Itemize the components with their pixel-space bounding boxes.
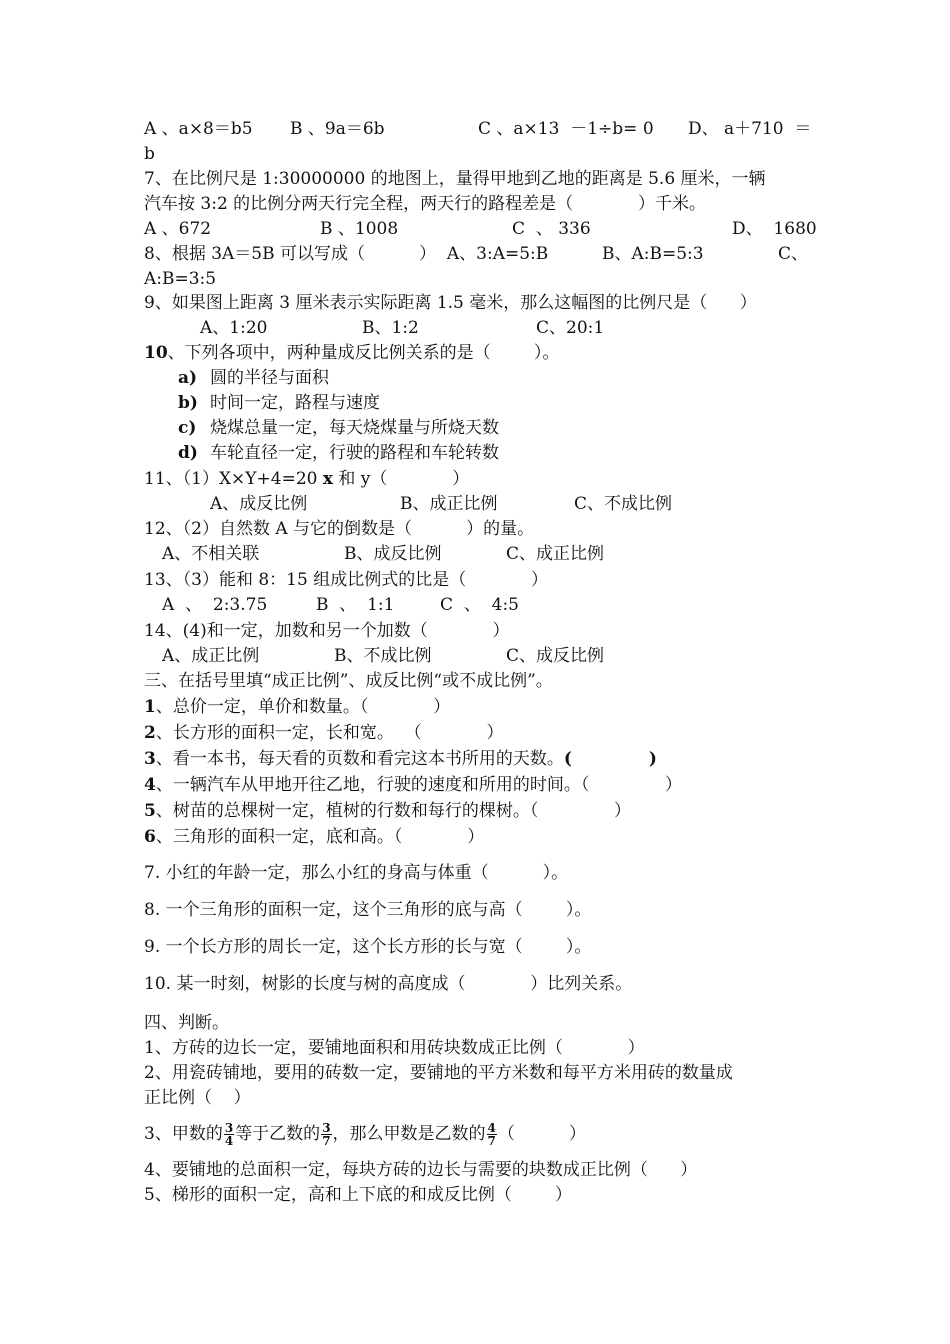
- section-4-title: 四、判断。: [144, 1013, 229, 1033]
- question-10-number: 10: [144, 343, 168, 363]
- q6-option-a: A 、a×8＝b5: [144, 119, 253, 139]
- q12-option-c: C、成正比例: [506, 544, 605, 564]
- judge-item-3-part-3: ，那么甲数是乙数的: [332, 1124, 486, 1144]
- fraction-4-7-numerator: 4: [487, 1121, 496, 1135]
- judge-item-3: [144, 1122, 586, 1147]
- q9-option-b: B、1:2: [362, 318, 419, 338]
- question-8-line-1: 8、根据 3A＝5B 可以写成（ ） A、3:A=5:B: [144, 244, 549, 264]
- judge-item-5: 5、梯形的面积一定，高和上下底的和成反比例（ ）: [144, 1185, 573, 1205]
- section-3-item-2-number: 2: [144, 723, 156, 743]
- judge-item-3-part-2: 等于乙数的: [235, 1124, 321, 1144]
- question-14: 14、(4)和一定，加数和另一个加数（ ）: [144, 621, 510, 641]
- section-3-item-5-text: 、树苗的总棵树一定，植树的行数和每行的棵树。（ ）: [155, 801, 631, 821]
- section-3-item-1-number: 1: [144, 697, 156, 717]
- question-13: 13、（3）能和 8：15 组成比例式的比是（ ）: [144, 570, 549, 590]
- q11-option-b: B、成正比例: [400, 494, 498, 514]
- q13-option-b: B 、 1:1: [316, 595, 395, 615]
- section-3-item-3: [144, 748, 657, 770]
- section-3-item-4-number: 4: [144, 775, 156, 795]
- q8-option-b: B、A:B=5:3: [602, 244, 704, 264]
- q10-item-c-text: 烧煤总量一定，每天烧煤量与所烧天数: [210, 418, 499, 438]
- q7-option-d: D、 1680: [732, 219, 817, 239]
- section-3-item-4-text: 、一辆汽车从甲地开往乙地，行驶的速度和所用的时间。（ ）: [155, 775, 682, 795]
- section-3-item-5-number: 5: [144, 801, 156, 821]
- q14-option-c: C、成反比例: [506, 646, 605, 666]
- question-10-text: 、下列各项中，两种量成反比例关系的是（ ）。: [167, 343, 560, 363]
- q10-item-d-text: 车轮直径一定，行驶的路程和车轮转数: [210, 443, 499, 463]
- q10-item-a-text: 圆的半径与面积: [210, 368, 329, 388]
- question-11: [144, 468, 469, 490]
- fraction-4-7: [487, 1122, 497, 1147]
- section-3-item-3-text: 、看一本书，每天看的页数和看完这本书所用的天数。: [155, 749, 564, 769]
- section-3-item-3-blank: ( ): [563, 749, 657, 769]
- judge-item-3-part-4: （ ）: [497, 1124, 586, 1144]
- section-3-item-6-text: 、三角形的面积一定，底和高。（ ）: [155, 827, 485, 847]
- question-12: 12、（2）自然数 A 与它的倒数是（ ）的量。: [144, 519, 535, 539]
- q11-option-c: C、不成比例: [574, 494, 673, 514]
- section-3-extra-7: 7. 小红的年龄一定，那么小红的身高与体重（ ）。: [144, 863, 569, 883]
- q9-option-c: C、20:1: [536, 318, 605, 338]
- q13-option-a: A 、 2:3.75: [162, 595, 268, 615]
- q14-option-a: A、成正比例: [162, 646, 260, 666]
- q10-item-b-label: b): [178, 393, 198, 413]
- q6-option-b: B 、9a＝6b: [290, 119, 385, 139]
- question-7-line-1: 7、在比例尺是 1:30000000 的地图上，量得甲地到乙地的距离是 5.6 厘米，一辆: [144, 169, 766, 189]
- judge-item-2-line-1: 2、用瓷砖铺地，要用的砖数一定，要铺地的平方米数和每平方米用砖的数量成: [144, 1063, 733, 1083]
- section-3-item-4: [144, 774, 682, 796]
- fraction-3-7-denominator: 7: [322, 1134, 331, 1148]
- fraction-4-7-denominator: 7: [487, 1134, 496, 1148]
- question-10: [144, 342, 559, 364]
- q10-item-d-label: d): [178, 443, 198, 463]
- section-3-item-2: [144, 722, 504, 744]
- question-8-line-2: A:B=3:5: [144, 269, 217, 289]
- q12-option-a: A、不相关联: [162, 544, 260, 564]
- judge-item-2-line-2: 正比例（ ）: [144, 1088, 251, 1108]
- section-3-title: 三、在括号里填“成正比例”、成反比例“或不成比例”。: [144, 671, 553, 691]
- question-11-post: 和 y（ ）: [333, 469, 470, 489]
- question-9: 9、如果图上距离 3 厘米表示实际距离 1.5 毫米，那么这幅图的比例尺是（ ）: [144, 293, 757, 313]
- section-3-extra-10: 10. 某一时刻，树影的长度与树的高度成（ ）比列关系。: [144, 974, 633, 994]
- q7-option-a: A 、672: [144, 219, 212, 239]
- q6-option-d-continued: b: [144, 144, 155, 164]
- section-3-item-1-text: 、总价一定，单价和数量。（ ）: [155, 697, 451, 717]
- section-3-item-3-number: 3: [144, 749, 156, 769]
- q11-option-a: A、成反比例: [210, 494, 308, 514]
- q10-item-b-text: 时间一定，路程与速度: [210, 393, 380, 413]
- q14-option-b: B、不成比例: [334, 646, 432, 666]
- q6-option-c: C 、a×13 －1÷b= 0: [478, 119, 654, 139]
- q8-option-c: C、: [778, 244, 809, 264]
- section-3-item-6-number: 6: [144, 827, 156, 847]
- question-11-x: x: [322, 469, 333, 489]
- section-3-extra-8: 8. 一个三角形的面积一定，这个三角形的底与高（ ）。: [144, 900, 592, 920]
- q9-option-a: A、1:20: [200, 318, 268, 338]
- q6-option-d: D、 a＋710 ＝: [688, 119, 812, 139]
- judge-item-1: 1、方砖的边长一定，要铺地面积和用砖块数成正比例（ ）: [144, 1038, 645, 1058]
- question-11-pre: 11、（1）X×Y+4=20: [144, 469, 323, 489]
- question-7-line-2: 汽车按 3:2 的比例分两天行完全程，两天行的路程差是（ ）千米。: [144, 194, 707, 214]
- q10-item-a-label: a): [178, 368, 198, 388]
- fraction-3-7-numerator: 3: [322, 1121, 331, 1135]
- section-3-item-6: [144, 826, 484, 848]
- fraction-3-4: [224, 1122, 234, 1147]
- fraction-3-7: [321, 1122, 331, 1147]
- section-3-extra-9: 9. 一个长方形的周长一定，这个长方形的长与宽（ ）。: [144, 937, 592, 957]
- section-3-item-2-text: 、长方形的面积一定，长和宽。 （ ）: [155, 723, 504, 743]
- q12-option-b: B、成反比例: [344, 544, 442, 564]
- fraction-3-4-numerator: 3: [224, 1121, 234, 1135]
- q7-option-b: B 、1008: [320, 219, 399, 239]
- judge-item-3-part-1: 3、甲数的: [144, 1124, 223, 1144]
- fraction-3-4-denominator: 4: [224, 1134, 234, 1148]
- section-3-item-1: [144, 696, 450, 718]
- q10-item-c-label: c): [178, 418, 197, 438]
- judge-item-4: 4、要铺地的总面积一定，每块方砖的边长与需要的块数成正比例（ ）: [144, 1160, 698, 1180]
- q7-option-c: C 、 336: [512, 219, 591, 239]
- section-3-item-5: [144, 800, 631, 822]
- q13-option-c: C 、 4:5: [440, 595, 519, 615]
